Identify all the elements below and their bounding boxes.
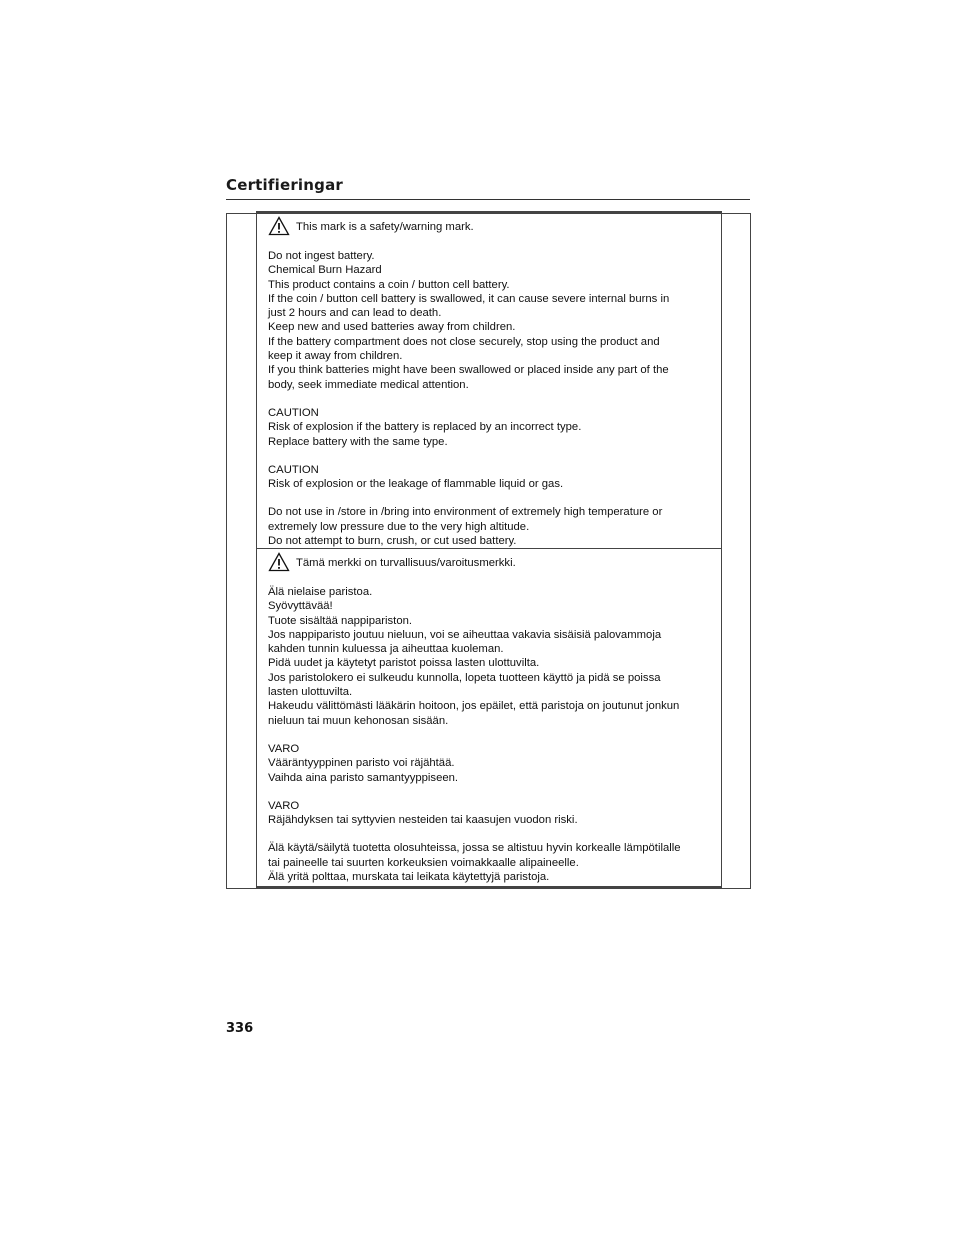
spacer [268,827,714,841]
finnish-warning-section [268,552,714,884]
spacer [268,785,714,799]
english-mark-row [268,216,714,236]
finnish-mark-text: Tämä merkki on turvallisuus/varoitusmerkki. [296,557,516,569]
content-frame-top-border [256,211,722,213]
finnish-mark-row [268,552,714,572]
finnish-caution-replacement: VARO Vääräntyyppinen paristo voi räjähtää. Vaihda aina paristo samantyyppiseen. [268,742,459,784]
spacer [268,728,714,742]
spacer [268,572,714,585]
english-battery-warning: Do not ingest battery. Chemical Burn Hazard This product contains a coin / button cell battery. If the coin / button cell battery is swallowed, it can cause severe internal burns in just 2 hours and can lead to death. Keep new and used batteries away from children. If the battery compartment does not close securely, stop using the product and keep it away from children. If you think batteries might have been swallowed or placed inside any part of the body, seek immediate medical attention. [268,250,670,391]
english-caution-replacement: CAUTION Risk of explosion if the battery is replaced by an incorrect type. Replace battery with the same type. [268,406,582,448]
content-frame-bottom-border [256,886,722,888]
english-warning-section [268,216,714,548]
english-mark-text: This mark is a safety/warning mark. [296,221,474,233]
finnish-battery-warning: Älä nielaise paristoa. Syövyttävää! Tuote sisältää nappipariston. Jos nappiparisto joutuu nieluun, voi se aiheuttaa vakavia sisäisiä palovammoja kahden tunnin kuluessa ja aiheuttaa kuoleman. Pidä uudet ja käytetyt paristot poissa lasten ulottuvilta. Jos paristolokero ei sulkeudu kunnolla, lopeta tuotteen käyttö ja pidä se poissa lasten ulottuvilta. Hakeudu välittömästi lääkärin hoitoon, jos epäilet, että paristoja on joutunut jonkun nieluun tai muun kehonosan sisään. [268,586,680,727]
english-caution-leakage: CAUTION Risk of explosion or the leakage of flammable liquid or gas. [268,463,564,491]
spacer [268,491,714,505]
warning-triangle-icon [268,216,290,236]
warning-triangle-icon [268,552,290,572]
page-number: 336 [226,1021,254,1036]
spacer [268,236,714,249]
spacer [268,392,714,406]
heading-rule [226,199,750,200]
finnish-caution-leakage: VARO Räjähdyksen tai syttyvien nesteiden tai kaasujen vuodon riski. [268,799,578,827]
page-heading: Certifieringar [226,176,344,194]
spacer [268,449,714,463]
english-environment-warning: Do not use in /store in /bring into environment of extremely high temperature or extremely low pressure due to the very high altitude. Do not attempt to burn, crush, or cut used battery. [268,506,663,548]
finnish-environment-warning: Älä käytä/säilytä tuotetta olosuhteissa, jossa se altistuu hyvin korkealle lämpötilalle tai paineelle tai suurten korkeuksien voimakkaalle alipaineelle. Älä yritä polttaa, murskata tai leikata käytettyjä paristoja. [268,842,681,884]
